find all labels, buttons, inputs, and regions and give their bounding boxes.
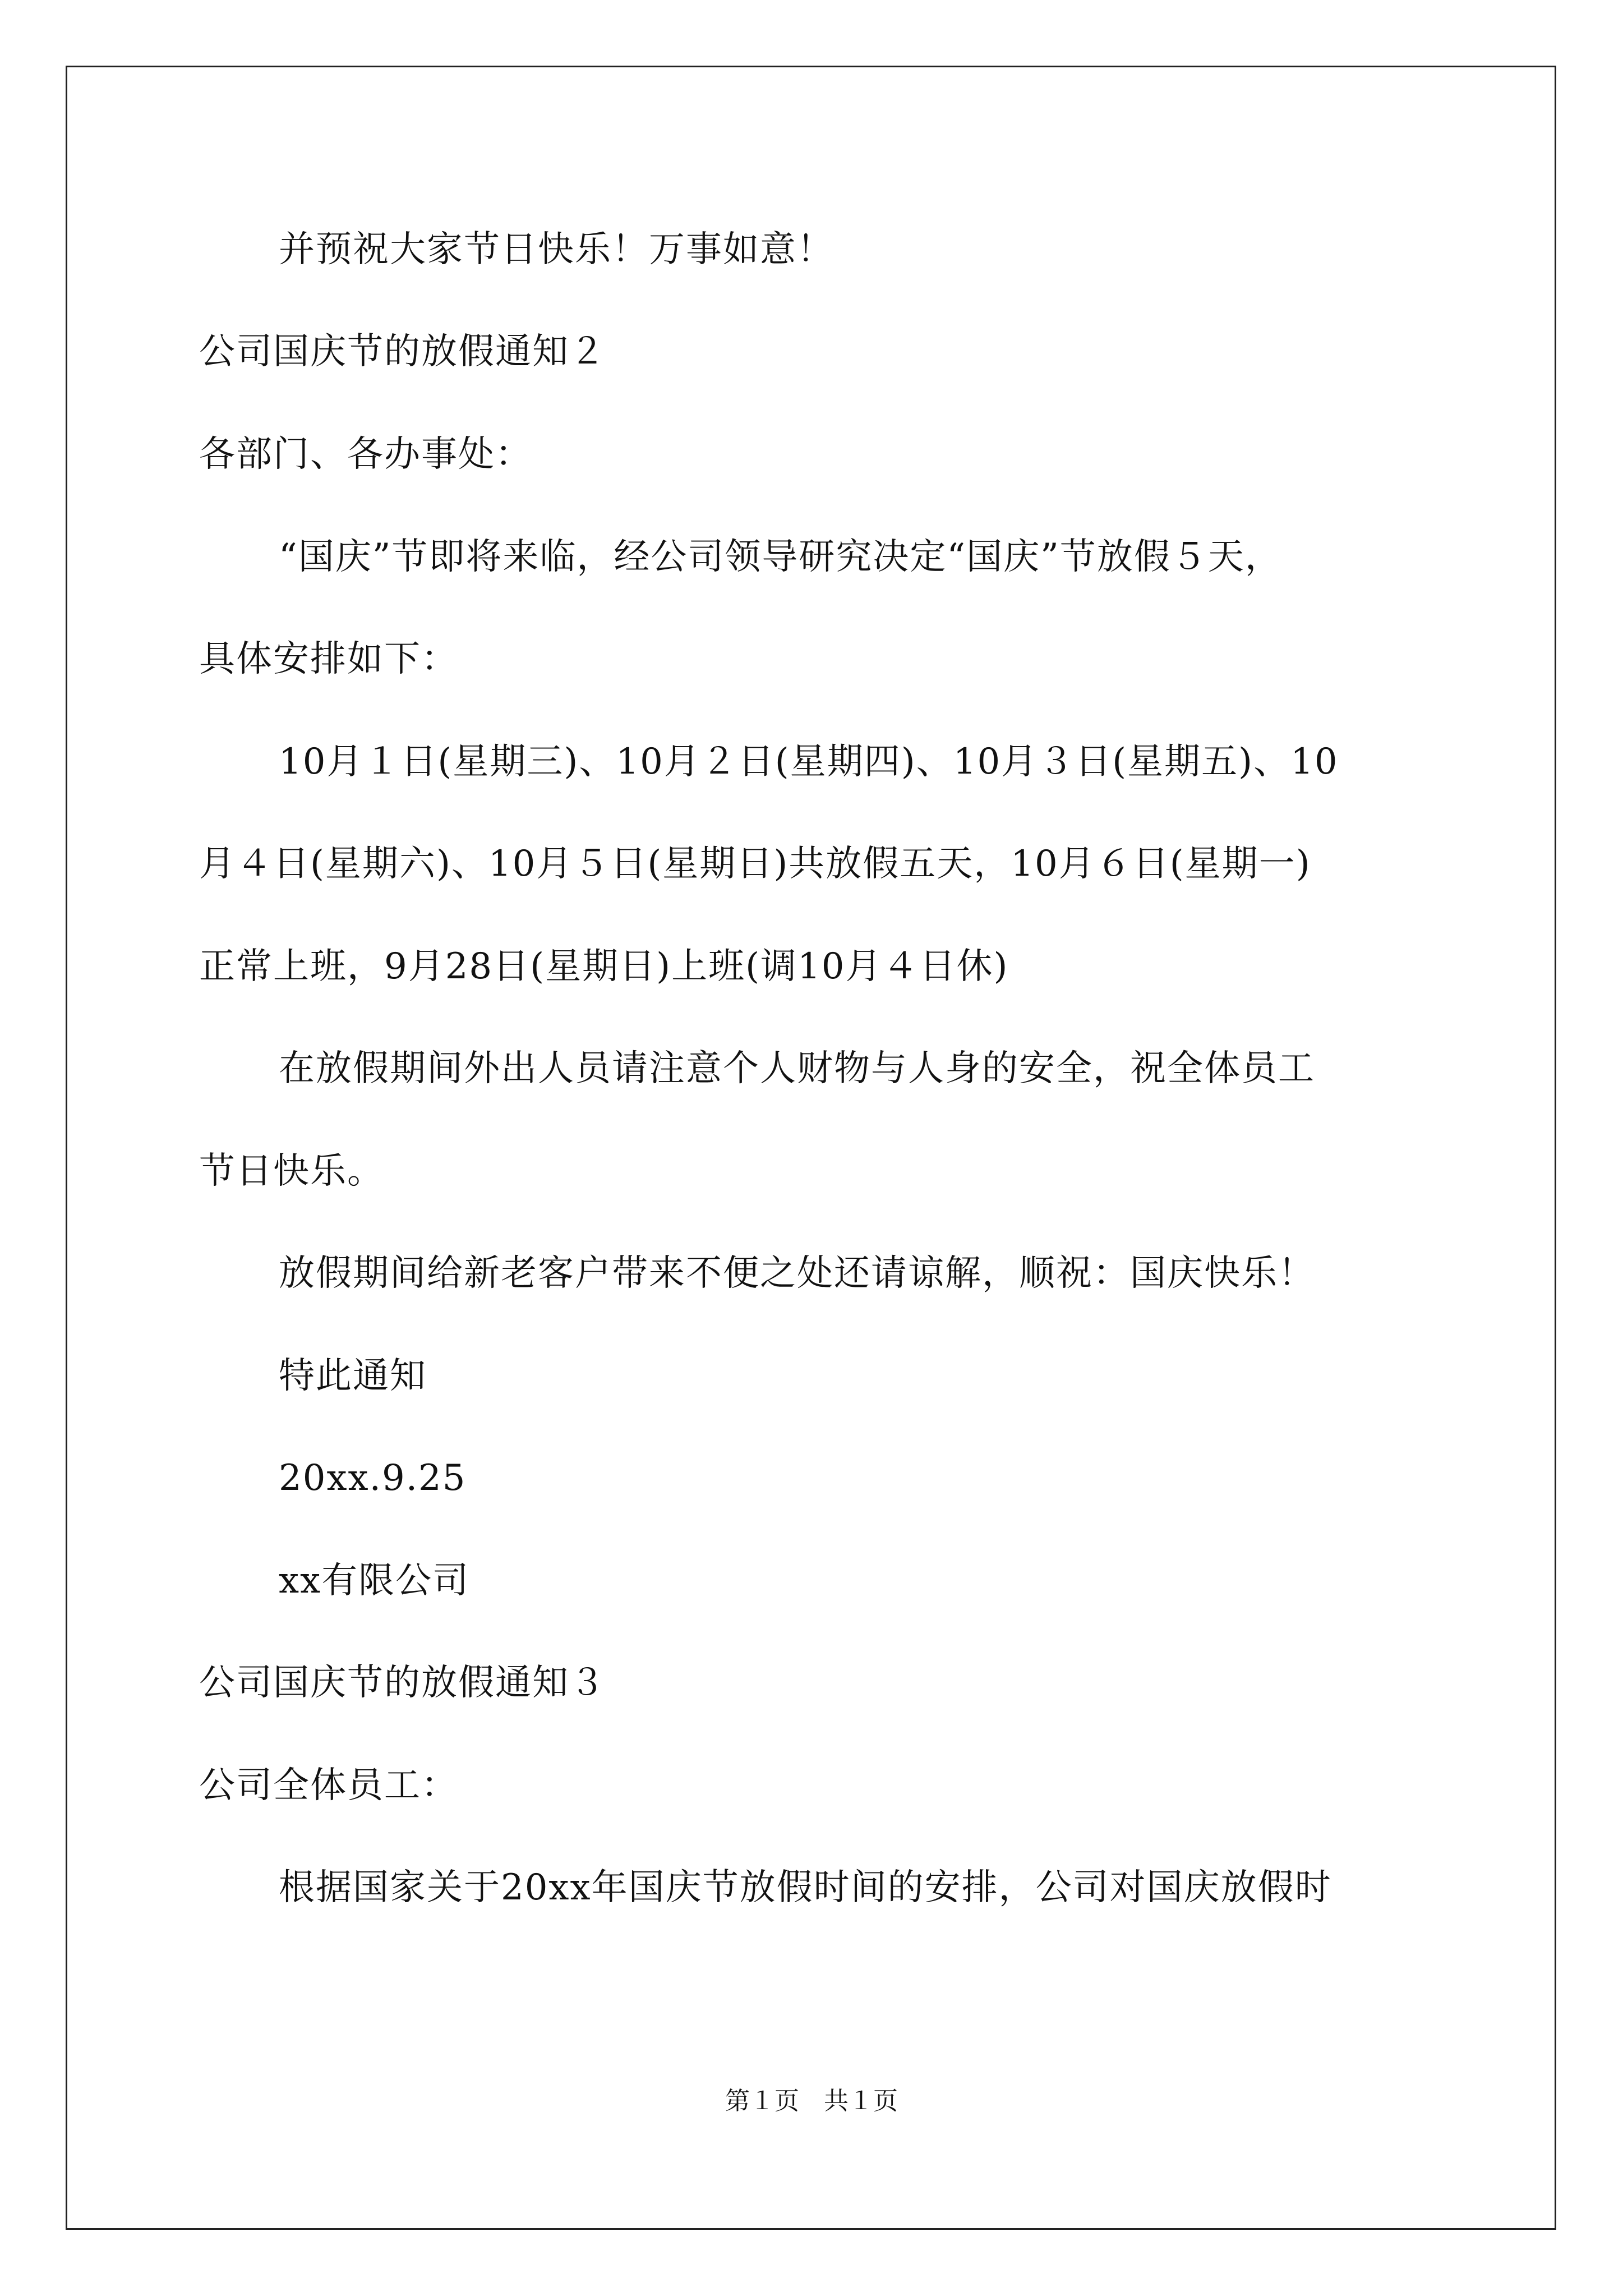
notice-2-schedule-line: 10月１日(星期三)、10月２日(星期四)、10月３日(星期五)、10 (279, 741, 1339, 783)
closing-wish-line: 并预祝大家节日快乐！万事如意！ (279, 229, 834, 270)
notice-3-salutation: 公司全体员工： (199, 1765, 458, 1806)
notice-2-body-line: 具体安排如下： (199, 638, 458, 680)
notice-2-closing: 特此通知 (279, 1355, 427, 1397)
notice-2-apology-line: 放假期间给新老客户带来不便之处还请谅解，顺祝：国庆快乐！ (279, 1253, 1315, 1294)
notice-2-safety-line: 节日快乐。 (199, 1151, 384, 1192)
notice-3-body-line: 根据国家关于20xx年国庆节放假时间的安排，公司对国庆放假时 (279, 1867, 1332, 1908)
notice-2-schedule-line: 正常上班，9月28日(星期日)上班(调10月４日休) (199, 946, 1009, 987)
notice-3-title: 公司国庆节的放假通知３ (199, 1662, 606, 1704)
notice-2-schedule-line: 月４日(星期六)、10月５日(星期日)共放假五天，10月６日(星期一) (199, 843, 1311, 885)
notice-2-company: xx有限公司 (279, 1560, 470, 1602)
notice-2-body-line: “国庆”节即将来临，经公司领导研究决定“国庆”节放假５天， (279, 536, 1282, 578)
notice-2-safety-line: 在放假期间外出人员请注意个人财物与人身的安全，祝全体员工 (279, 1048, 1315, 1089)
notice-2-date: 20xx.9.25 (279, 1457, 467, 1499)
notice-2-title: 公司国庆节的放假通知２ (199, 331, 606, 372)
notice-2-salutation: 各部门、各办事处： (199, 434, 532, 475)
page-number-footer: 第１页 共１页 (725, 2087, 898, 2115)
